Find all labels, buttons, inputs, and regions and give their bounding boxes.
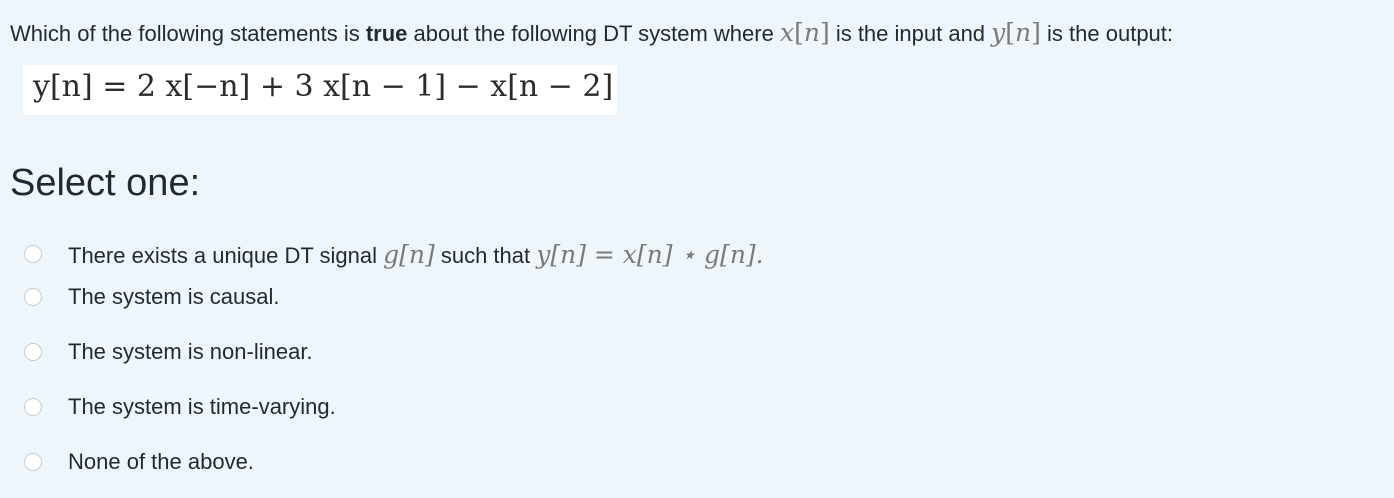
output-signal-var: y	[991, 18, 1006, 47]
answer-option-label[interactable]: The system is causal.	[68, 284, 280, 309]
option-text-part: .	[755, 239, 764, 269]
answer-option-label[interactable]: The system is non-linear.	[68, 339, 313, 364]
select-one-heading: Select one:	[10, 162, 201, 204]
question-text	[10, 18, 1173, 47]
question-text-part: about the following DT system where	[407, 21, 780, 46]
option-math-g: g[n]	[383, 239, 435, 269]
answer-option-label[interactable]	[68, 240, 764, 269]
output-signal-index: n	[1015, 18, 1032, 47]
answer-option-non-linear[interactable]	[24, 336, 313, 368]
answer-option-none[interactable]	[24, 446, 254, 478]
question-text-part: Which of the following statements is	[10, 21, 366, 46]
answer-option-unique-signal[interactable]	[24, 238, 764, 270]
question-text-part: is the input and	[829, 21, 992, 46]
answer-option-causal[interactable]	[24, 281, 280, 313]
radio-button[interactable]	[24, 398, 42, 416]
input-signal-index: n	[803, 18, 820, 47]
option-text-part: such that	[434, 242, 537, 268]
question-text-part: is the output:	[1040, 21, 1174, 46]
question-emphasis: true	[365, 21, 408, 46]
input-signal-var: x	[779, 18, 795, 47]
system-equation: y[n] = 2 x[−n] + 3 x[n − 1] − x[n − 2]	[33, 69, 614, 104]
option-math-convolution: y[n] = x[n] ⋆ g[n]	[536, 239, 756, 269]
system-equation-box	[23, 65, 617, 115]
input-signal-math: x[n]	[779, 18, 830, 47]
radio-button[interactable]	[24, 288, 42, 306]
radio-button[interactable]	[24, 245, 42, 263]
answer-option-label[interactable]: The system is time-varying.	[68, 394, 336, 419]
output-signal-math: y[n]	[991, 18, 1041, 47]
radio-button[interactable]	[24, 343, 42, 361]
answer-option-label[interactable]: None of the above.	[68, 449, 254, 474]
answer-option-time-varying[interactable]	[24, 391, 336, 423]
radio-button[interactable]	[24, 453, 42, 471]
option-text-part: There exists a unique DT signal	[68, 242, 384, 268]
